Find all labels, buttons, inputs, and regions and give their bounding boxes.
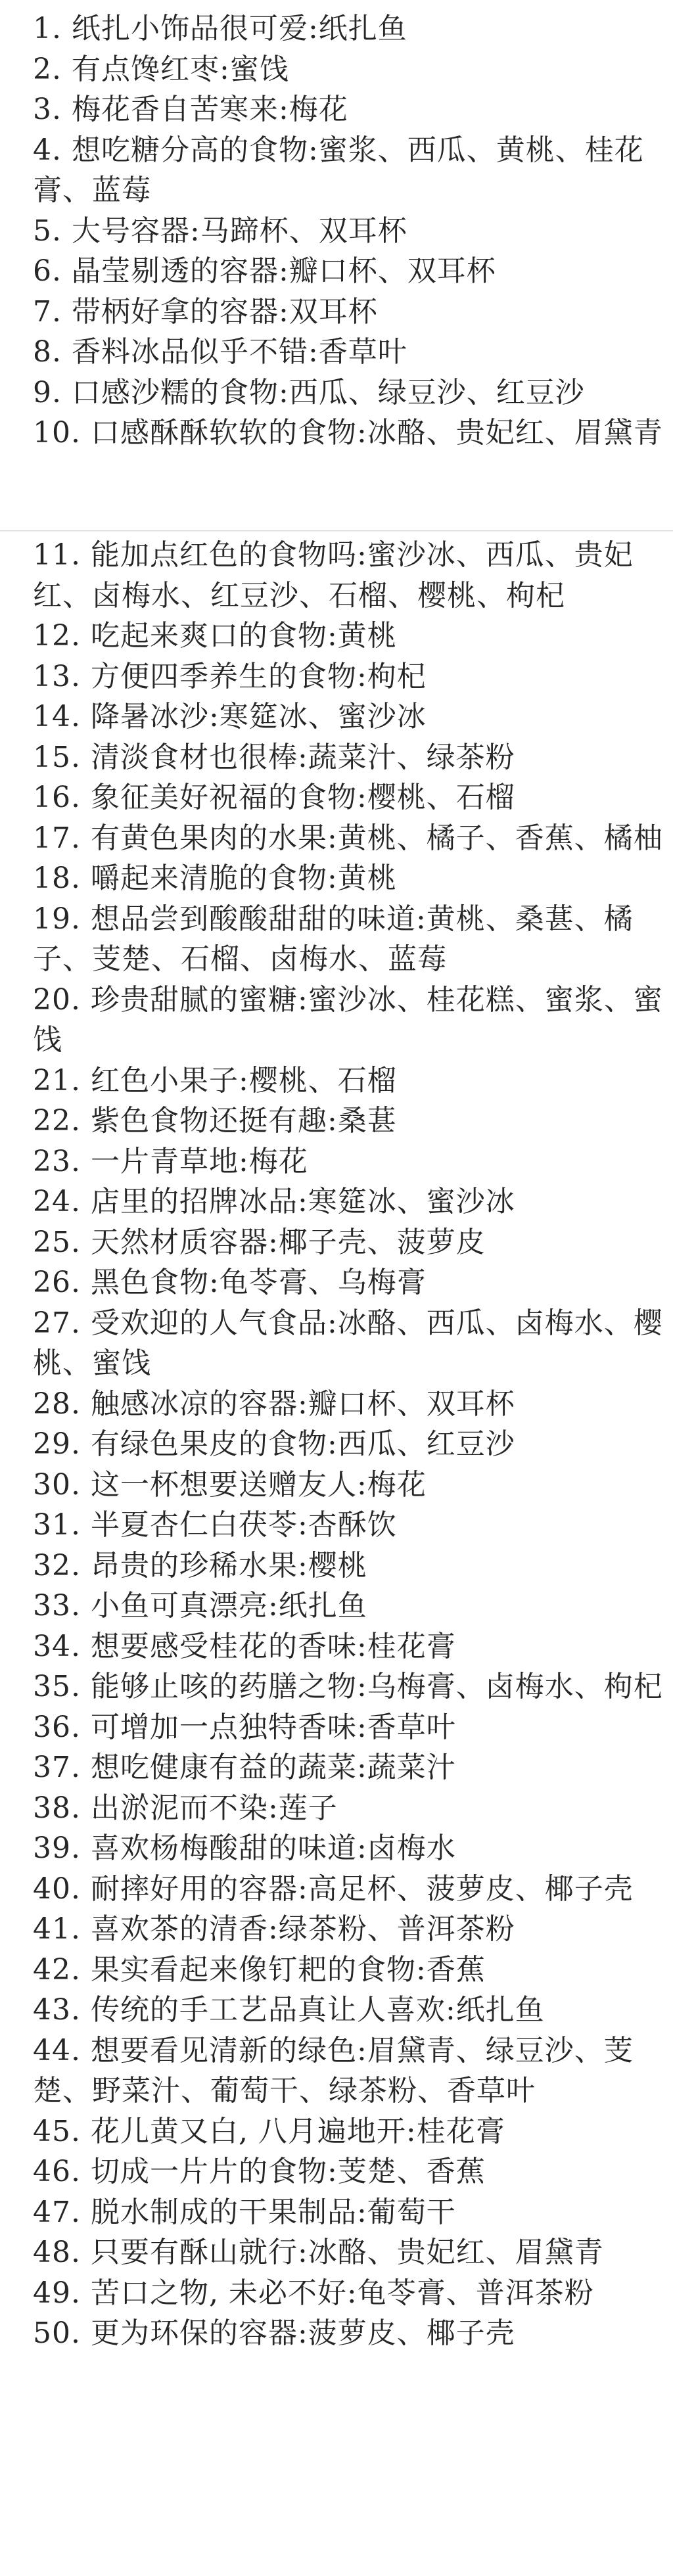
- list-panel-top: [0, 0, 673, 531]
- list-item: 29. 有绿色果皮的食物:西瓜、红豆沙: [33, 1427, 515, 1461]
- list-item: 23. 一片青草地:梅花: [33, 1144, 308, 1178]
- list-item: 43. 传统的手工艺品真让人喜欢:纸扎鱼: [33, 1993, 545, 2027]
- list-item: 26. 黑色食物:龟苓膏、乌梅膏: [33, 1266, 427, 1299]
- list-item: 19. 想品尝到酸酸甜甜的味道:黄桃、桑葚、橘子、芰楚、石榴、卤梅水、蓝莓: [33, 902, 634, 976]
- list-item: 4. 想吃糖分高的食物:蜜浆、西瓜、黄桃、桂花膏、蓝莓: [33, 133, 644, 207]
- list-item: 30. 这一杯想要送赠友人:梅花: [33, 1467, 427, 1502]
- list-item: 1. 纸扎小饰品很可爱:纸扎鱼: [33, 12, 407, 45]
- list-item: 33. 小鱼可真漂亮:纸扎鱼: [33, 1589, 367, 1622]
- list-item: 24. 店里的招牌冰品:寒筵冰、蜜沙冰: [33, 1185, 515, 1218]
- list-item: 39. 喜欢杨梅酸甜的味道:卤梅水: [33, 1831, 456, 1865]
- list-item: 34. 想要感受桂花的香味:桂花膏: [33, 1629, 456, 1663]
- list-item: 7. 带柄好拿的容器:双耳杯: [33, 294, 378, 329]
- list-item: 10. 口感酥酥软软的食物:冰酪、贵妃红、眉黛青: [33, 416, 663, 449]
- list-item: 12. 吃起来爽口的食物:黄桃: [33, 619, 397, 653]
- list-item: 9. 口感沙糯的食物:西瓜、绿豆沙、红豆沙: [33, 375, 585, 409]
- list-item: 32. 昂贵的珍稀水果:樱桃: [33, 1548, 367, 1582]
- list-item: 28. 触感冰凉的容器:瓣口杯、双耳杯: [33, 1387, 515, 1421]
- list-item: 50. 更为环保的容器:菠萝皮、椰子壳: [33, 2316, 515, 2350]
- list-item: 11. 能加点红色的食物吗:蜜沙冰、西瓜、贵妃红、卤梅水、红豆沙、石榴、樱桃、枸杞: [33, 538, 634, 612]
- list-item: 3. 梅花香自苦寒来:梅花: [33, 93, 348, 126]
- list-item: 14. 降暑冰沙:寒筵冰、蜜沙冰: [33, 700, 427, 733]
- list-item: 49. 苦口之物, 未必不好:龟苓膏、普洱茶粉: [33, 2276, 594, 2310]
- list-item: 40. 耐摔好用的容器:高足杯、菠萝皮、椰子壳: [33, 1872, 634, 1906]
- item-list-top: [33, 9, 666, 453]
- list-item: 47. 脱水制成的干果制品:葡萄干: [33, 2195, 456, 2229]
- list-item: 17. 有黄色果肉的水果:黄桃、橘子、香蕉、橘柚: [33, 821, 663, 855]
- list-item: 18. 嚼起来清脆的食物:黄桃: [33, 862, 397, 895]
- list-item: 45. 花儿黄又白, 八月遍地开:桂花膏: [33, 2114, 505, 2148]
- list-item: 48. 只要有酥山就行:冰酪、贵妃红、眉黛青: [33, 2236, 604, 2269]
- list-item: 37. 想吃健康有益的蔬菜:蔬菜汁: [33, 1751, 456, 1784]
- list-item: 15. 清淡食材也很棒:蔬菜汁、绿茶粉: [33, 740, 515, 774]
- list-item: 42. 果实看起来像钉耙的食物:香蕉: [33, 1952, 486, 1987]
- list-item: 5. 大号容器:马蹄杯、双耳杯: [33, 214, 407, 248]
- list-item: 2. 有点馋红枣:蜜饯: [33, 52, 289, 86]
- list-item: 22. 紫色食物还挺有趣:桑葚: [33, 1104, 397, 1138]
- list-item: 27. 受欢迎的人气食品:冰酪、西瓜、卤梅水、樱桃、蜜饯: [33, 1306, 663, 1380]
- list-item: 8. 香料冰品似乎不错:香草叶: [33, 335, 407, 369]
- list-item: 20. 珍贵甜腻的蜜糖:蜜沙冰、桂花糕、蜜浆、蜜饯: [33, 982, 663, 1057]
- list-item: 36. 可增加一点独特香味:香草叶: [33, 1710, 456, 1744]
- list-item: 25. 天然材质容器:椰子壳、菠萝皮: [33, 1225, 486, 1259]
- list-item: 13. 方便四季养生的食物:枸杞: [33, 659, 427, 693]
- list-item: 38. 出淤泥而不染:莲子: [33, 1791, 338, 1825]
- list-item: 16. 象征美好祝福的食物:樱桃、石榴: [33, 781, 515, 814]
- list-item: 35. 能够止咳的药膳之物:乌梅膏、卤梅水、枸杞: [33, 1670, 663, 1703]
- list-item: 31. 半夏杏仁白茯苓:杏酥饮: [33, 1508, 397, 1542]
- list-item: 46. 切成一片片的食物:芰楚、香蕉: [33, 2155, 486, 2188]
- list-item: 21. 红色小果子:樱桃、石榴: [33, 1063, 397, 1097]
- list-item: 44. 想要看见清新的绿色:眉黛青、绿豆沙、芰楚、野菜汁、葡萄干、绿茶粉、香草叶: [33, 2033, 634, 2107]
- list-item: 41. 喜欢茶的清香:绿茶粉、普洱茶粉: [33, 1912, 515, 1946]
- list-item: 6. 晶莹剔透的容器:瓣口杯、双耳杯: [33, 254, 496, 288]
- item-list-bottom: [33, 535, 666, 2354]
- list-panel-bottom: [0, 532, 673, 2576]
